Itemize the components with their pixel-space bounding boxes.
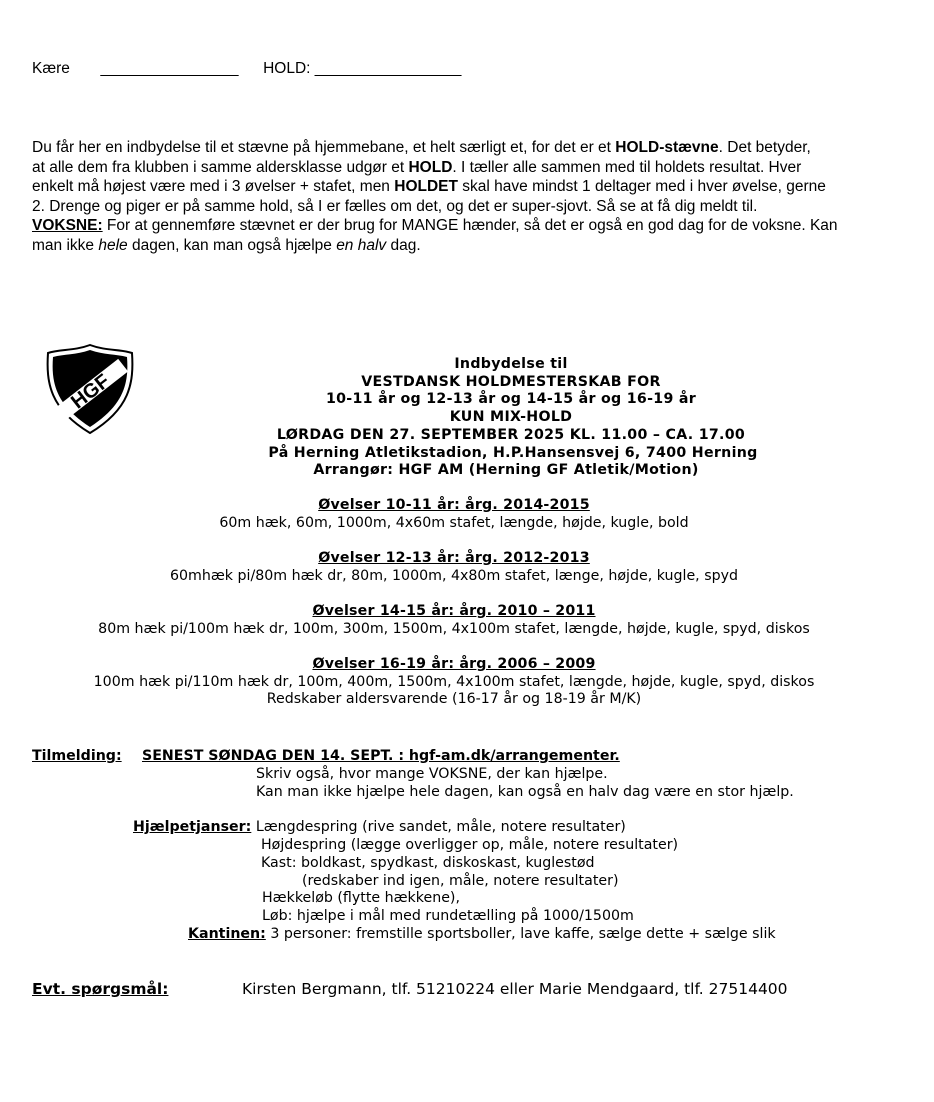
help-line: Løb: hjælpe i mål med rundetælling på 1000/1500m xyxy=(262,908,634,924)
hold-label: HOLD: xyxy=(263,60,311,77)
header-line: Arrangør: HGF AM (Herning GF Atletik/Motion) xyxy=(313,462,699,479)
voksne-label: VOKSNE: xyxy=(32,217,103,235)
intro-italic: hele xyxy=(98,236,128,254)
hold-blank: _________________ xyxy=(314,60,462,77)
header-line: Indbydelse til xyxy=(454,356,568,372)
intro-emphasis: HOLD-stævne xyxy=(615,139,719,156)
greeting-line xyxy=(32,60,461,78)
signup-line: Kan man ikke hjælpe hele dagen, kan også en halv dag være en stor hjælp. xyxy=(256,784,794,800)
greeting-label: Kære xyxy=(32,60,70,77)
intro-italic: en halv xyxy=(336,236,387,254)
intro-text: 2. Drenge og piger er på samme hold, så I er fælles om det, og det er super-sjovt. Så se at få dig meldt til. xyxy=(32,197,758,215)
questions-label xyxy=(32,980,168,998)
header-line: På Herning Atletikstadion, H.P.Hansensvej 6, 7400 Herning xyxy=(268,444,758,461)
hgf-logo xyxy=(44,343,136,435)
intro-text: . Det betyder, xyxy=(718,139,811,156)
exercise-items: 60mhæk pi/80m hæk dr, 80m, 1000m, 4x80m stafet, længe, højde, kugle, spyd xyxy=(170,567,738,584)
exercise-items: 100m hæk pi/110m hæk dr, 100m, 400m, 1500m, 4x100m stafet, længde, højde, kugle, spyd, diskos xyxy=(93,673,815,690)
intro-text: enkelt må højest være med i 3 øvelser + stafet, men xyxy=(32,178,395,196)
kantine-line xyxy=(188,925,776,943)
signup-label-text: Tilmelding: xyxy=(32,748,122,764)
exercise-title: Øvelser 14-15 år: årg. 2010 – 2011 xyxy=(312,603,596,619)
help-line: Længdespring (rive sandet, måle, notere resultater) xyxy=(251,819,626,835)
questions-contact: Kirsten Bergmann, tlf. 51210224 eller Marie Mendgaard, tlf. 27514400 xyxy=(242,980,788,998)
help-line: Hækkeløb (flytte hækkene), xyxy=(262,890,460,906)
header-line: 10-11 år og 12-13 år og 14-15 år og 16-19 år xyxy=(325,391,697,408)
exercise-note: Redskaber aldersvarende (16-17 år og 18-19 år M/K) xyxy=(266,691,642,708)
exercise-items: 80m hæk pi/100m hæk dr, 100m, 300m, 1500m, 4x100m stafet, længde, højde, kugle, spyd, diskos xyxy=(98,620,810,637)
invitation-header xyxy=(230,356,792,480)
exercise-group xyxy=(0,603,908,638)
intro-text: skal have mindst 1 deltager med i hver øvelse, gerne xyxy=(457,178,826,196)
signup-label xyxy=(32,747,122,765)
questions-label-text: Evt. spørgsmål: xyxy=(32,980,169,998)
intro-paragraph xyxy=(32,138,902,256)
header-line: KUN MIX-HOLD xyxy=(449,409,573,426)
exercise-title: Øvelser 16-19 år: årg. 2006 – 2009 xyxy=(312,656,596,672)
intro-text: . I tæller alle sammen med til holdets resultat. Hver xyxy=(452,158,802,176)
help-line: Højdespring (lægge overligger op, måle, notere resultater) xyxy=(261,837,679,853)
exercise-group xyxy=(0,497,908,532)
exercise-title: Øvelser 12-13 år: årg. 2012-2013 xyxy=(318,550,590,566)
exercise-items: 60m hæk, 60m, 1000m, 4x60m stafet, længde, højde, kugle, bold xyxy=(219,514,689,531)
intro-emphasis: HOLDET xyxy=(394,178,458,196)
intro-text: dagen, kan man også hjælpe xyxy=(127,236,337,254)
help-first-line xyxy=(133,818,626,836)
header-line: VESTDANSK HOLDMESTERSKAB FOR xyxy=(361,373,661,390)
header-line: LØRDAG DEN 27. SEPTEMBER 2025 KL. 11.00 – CA. 17.00 xyxy=(276,426,746,443)
kantine-text: 3 personer: fremstille sportsboller, lave kaffe, sælge dette + sælge slik xyxy=(265,926,776,942)
logo-text: HGF xyxy=(67,370,115,414)
signup-deadline-text: SENEST SØNDAG DEN 14. SEPT. : hgf-am.dk/arrangementer. xyxy=(142,748,620,764)
signup-line: Skriv også, hvor mange VOKSNE, der kan hjælpe. xyxy=(256,766,608,782)
intro-text: man ikke xyxy=(32,236,99,254)
intro-text: For at gennemføre stævnet er der brug for MANGE hænder, så det er også en god dag for de voksne. Kan xyxy=(102,217,838,235)
kantine-label: Kantinen: xyxy=(188,926,266,942)
signup-deadline xyxy=(142,747,620,765)
exercise-group xyxy=(0,550,908,585)
intro-text: Du får her en indbydelse til et stævne på hjemmebane, et helt særligt et, for det er et xyxy=(32,139,616,156)
help-line: (redskaber ind igen, måle, notere resultater) xyxy=(302,873,619,889)
exercise-group xyxy=(0,656,908,709)
exercise-title: Øvelser 10-11 år: årg. 2014-2015 xyxy=(318,497,590,513)
name-blank: ________________ xyxy=(100,60,239,77)
help-line: Kast: boldkast, spydkast, diskoskast, kuglestød xyxy=(261,855,595,871)
intro-text: dag. xyxy=(386,236,421,254)
intro-emphasis: HOLD xyxy=(408,158,453,176)
intro-text: at alle dem fra klubben i samme aldersklasse udgør et xyxy=(32,158,409,176)
help-label: Hjælpetjanser: xyxy=(133,819,252,835)
